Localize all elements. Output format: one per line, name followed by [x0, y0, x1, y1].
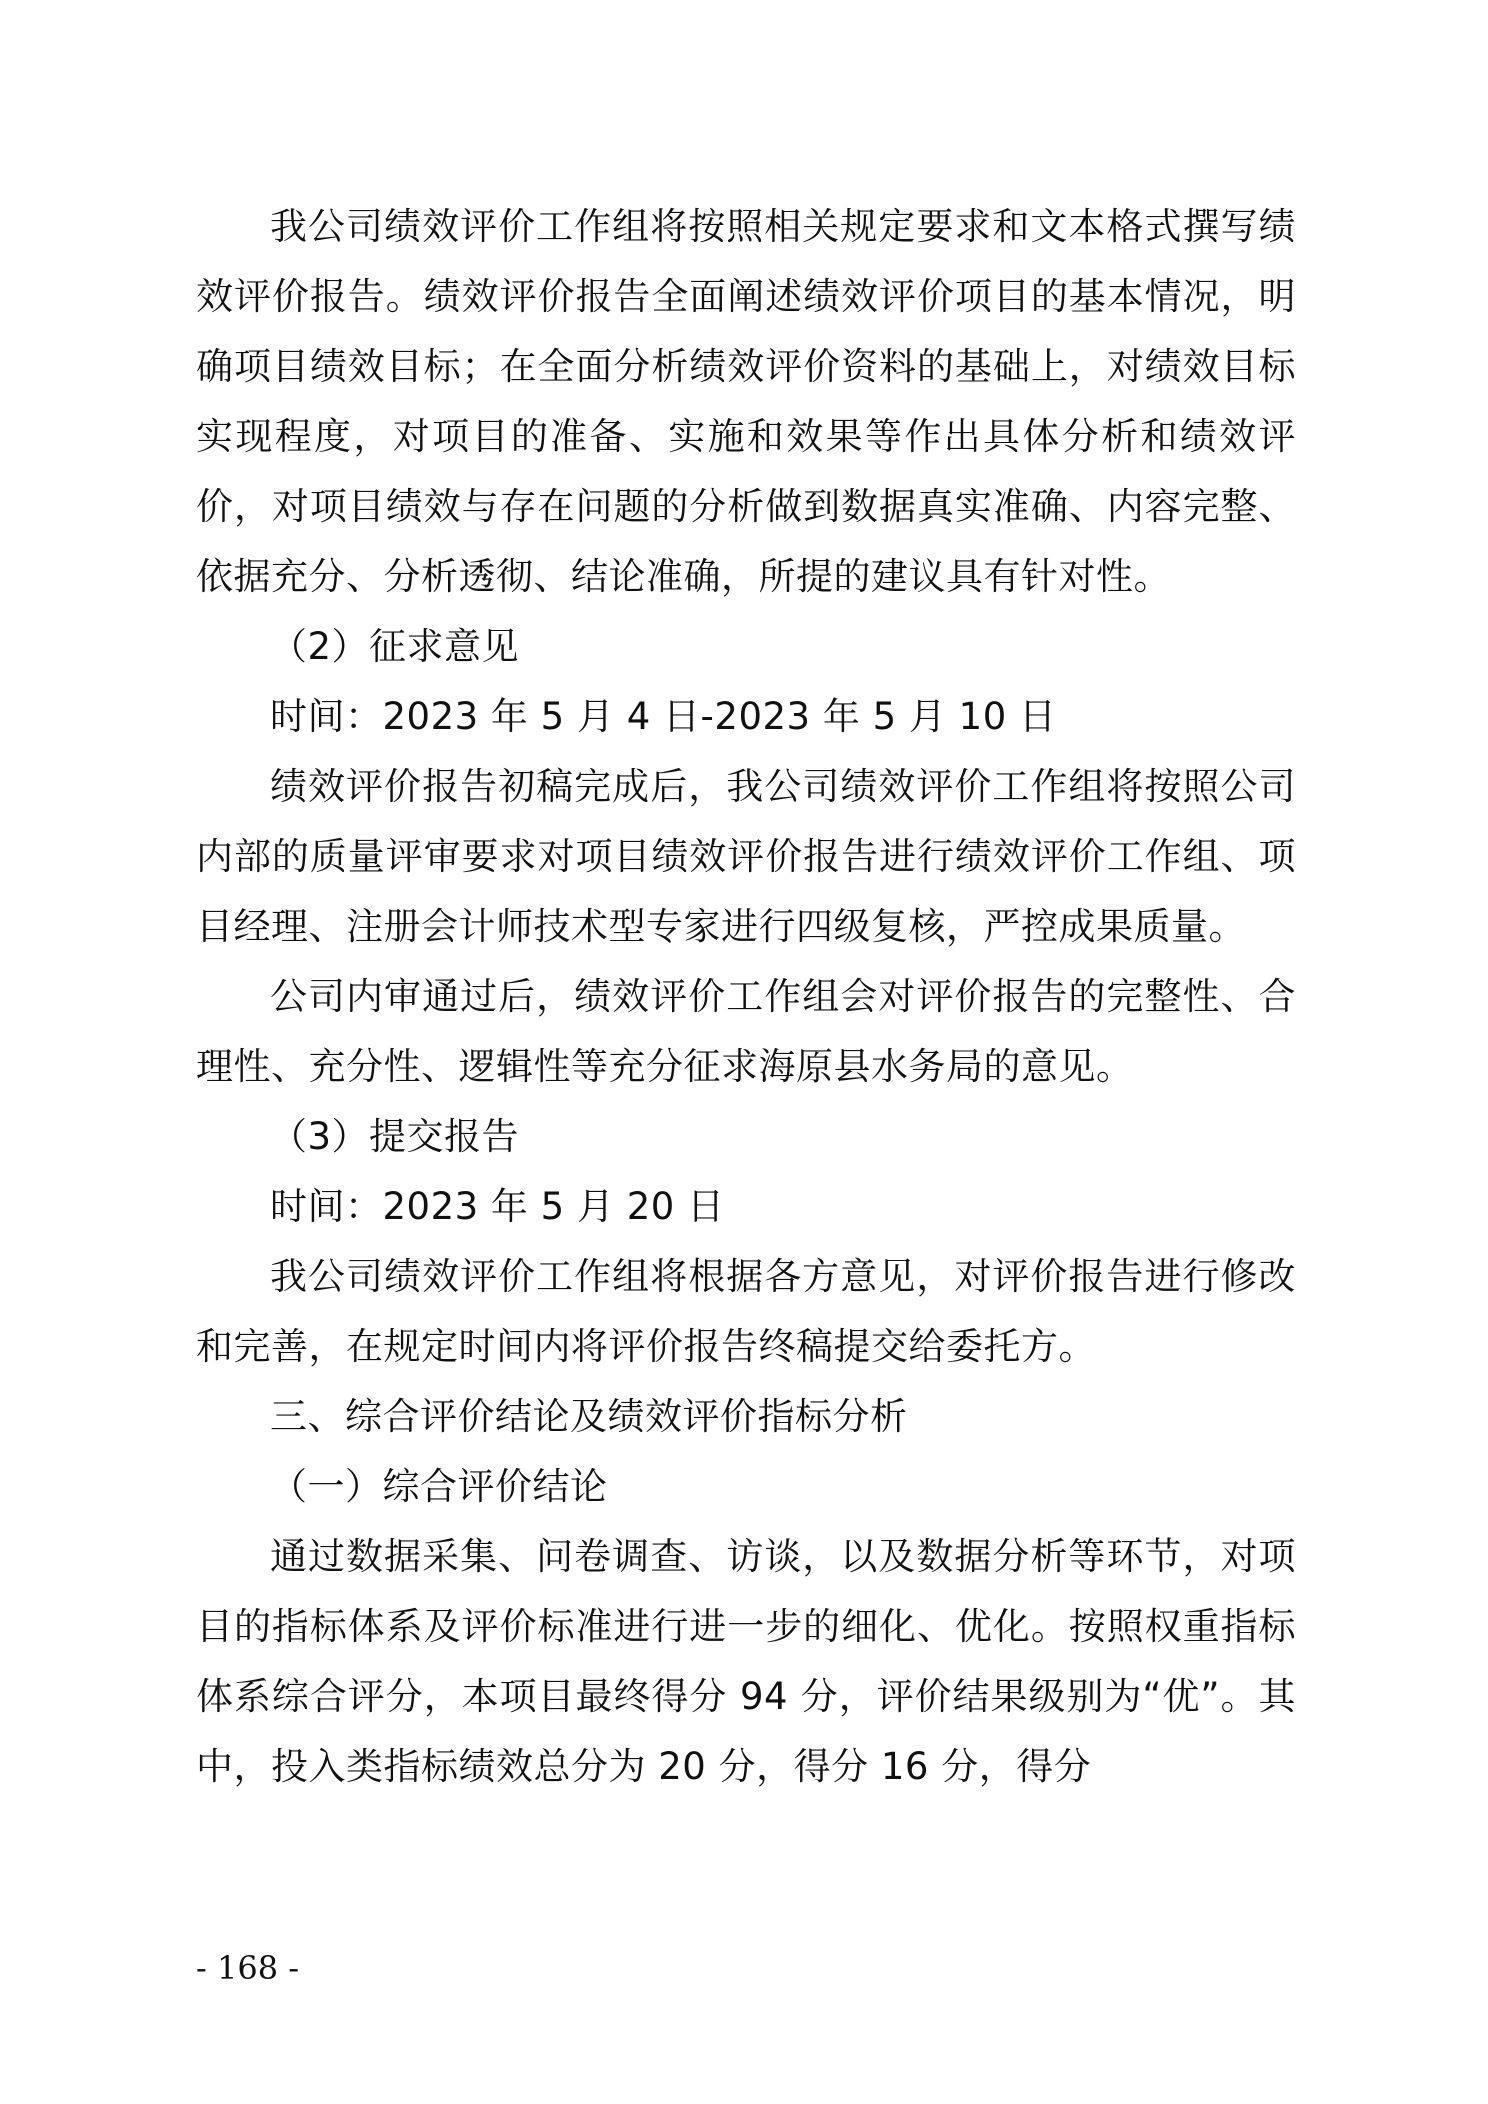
paragraph-overall-conclusion: 通过数据采集、问卷调查、访谈，以及数据分析等环节，对项目的指标体系及评价标准进行进一步的细化、优化。按照权重指标体系综合评分，本项目最终得分 94 分，评价结果级别为“优”。其中，投入类指标绩效总分为 20 分，得分 16 分，得分 — [196, 1535, 1296, 1788]
heading-solicit-opinions: （2）征求意见 — [270, 625, 520, 668]
section-heading-three: 三、综合评价结论及绩效评价指标分析 — [270, 1395, 908, 1438]
paragraph-final-revision: 我公司绩效评价工作组将根据各方意见，对评价报告进行修改和完善，在规定时间内将评价报告终稿提交给委托方。 — [196, 1255, 1296, 1368]
time-submit-report: 时间：2023 年 5 月 20 日 — [270, 1185, 725, 1228]
paragraph-draft-review: 绩效评价报告初稿完成后，我公司绩效评价工作组将按照公司内部的质量评审要求对项目绩效评价报告进行绩效评价工作组、项目经理、注册会计师技术型专家进行四级复核，严控成果质量。 — [196, 765, 1296, 948]
paragraph-report-writing: 我公司绩效评价工作组将按照相关规定要求和文本格式撰写绩效评价报告。绩效评价报告全面阐述绩效评价项目的基本情况，明确项目绩效目标；在全面分析绩效评价资料的基础上，对绩效目标实现程度，对项目的准备、实施和效果等作出具体分析和绩效评价，对项目绩效与存在问题的分析做到数据真实准确、内容完整、依据充分、分析透彻、结论准确，所提的建议具有针对性。 — [196, 205, 1296, 598]
subsection-heading-one: （一）综合评价结论 — [270, 1465, 608, 1508]
paragraph-internal-audit: 公司内审通过后，绩效评价工作组会对评价报告的完整性、合理性、充分性、逻辑性等充分征求海原县水务局的意见。 — [196, 975, 1296, 1088]
time-solicit-opinions: 时间：2023 年 5 月 4 日-2023 年 5 月 10 日 — [270, 695, 1057, 738]
page-number: - 168 - — [196, 1949, 300, 1987]
body-text — [196, 192, 1296, 1802]
heading-submit-report: （3）提交报告 — [270, 1115, 520, 1158]
